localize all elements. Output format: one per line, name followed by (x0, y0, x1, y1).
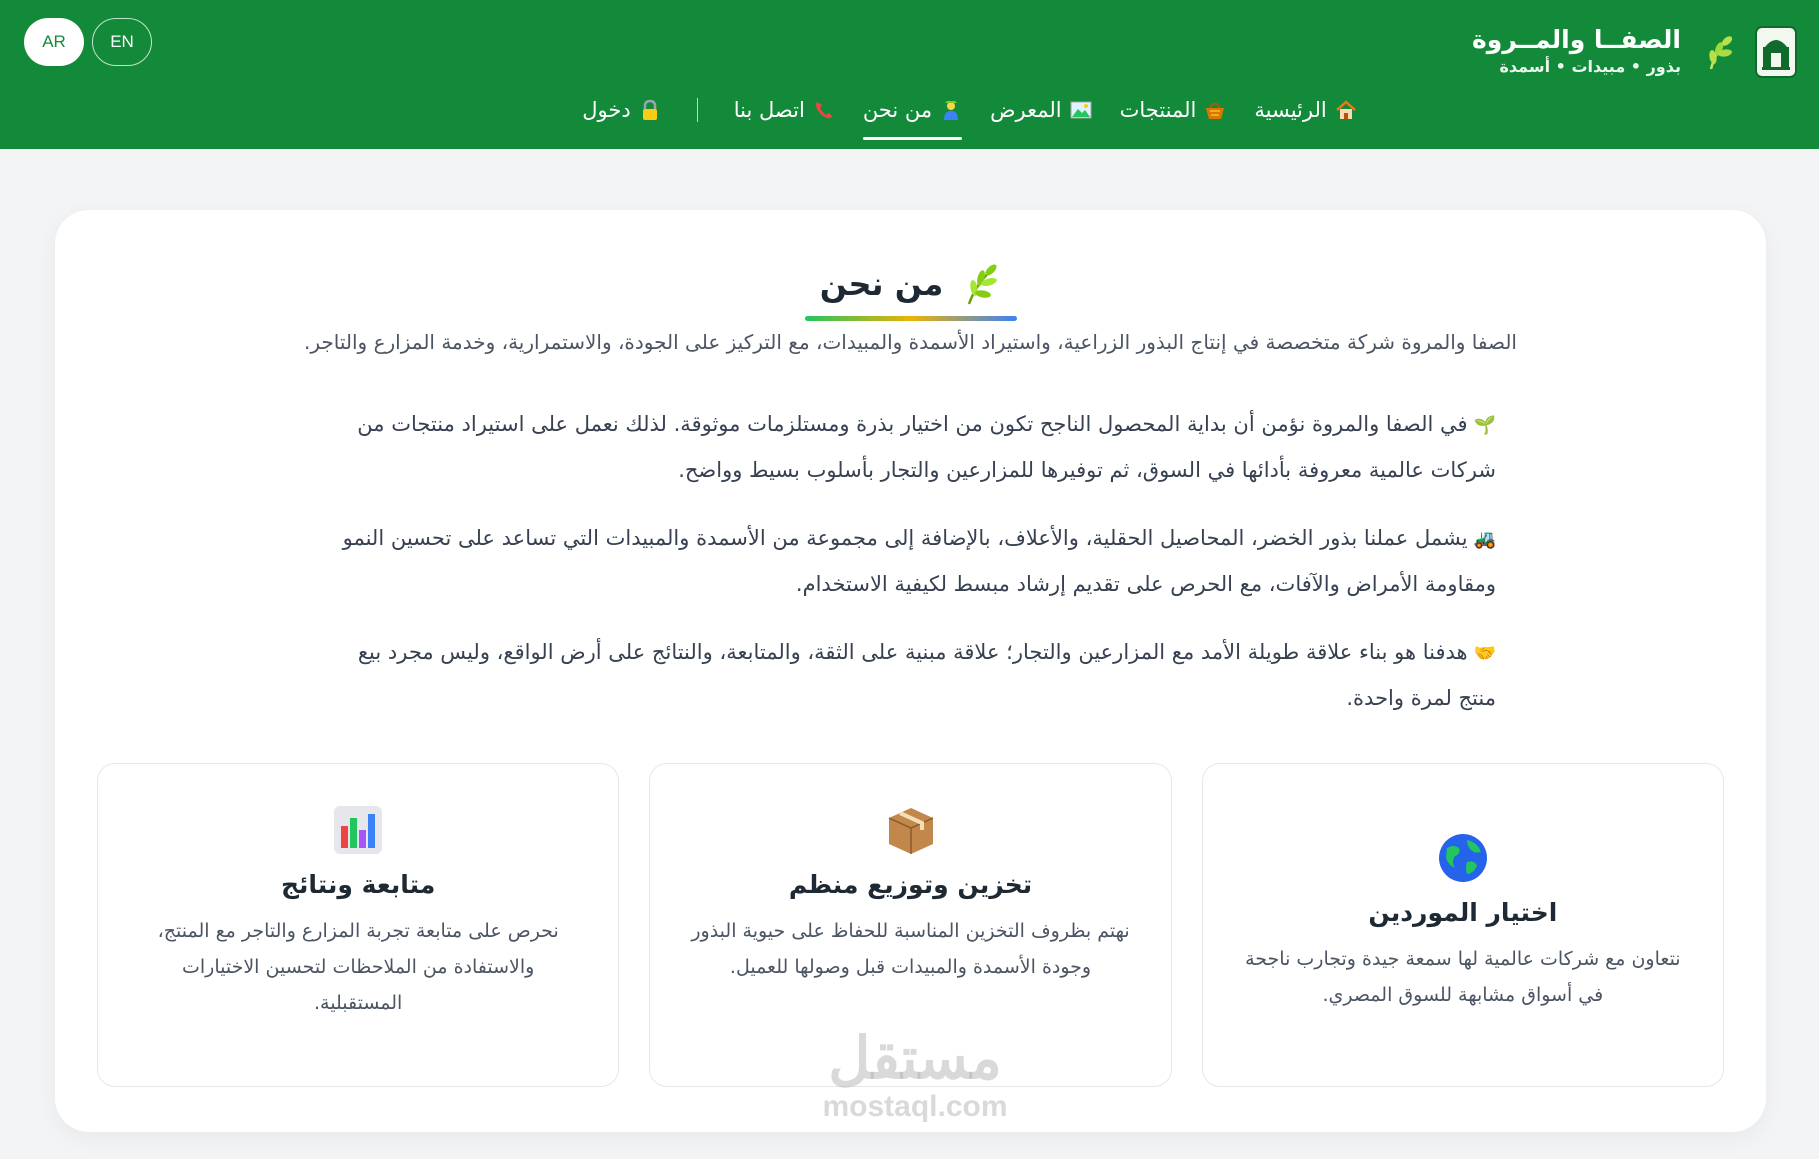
feature-title: متابعة ونتائج (281, 870, 436, 899)
farmer-icon (940, 99, 962, 121)
nav-gallery-label: المعرض (990, 98, 1062, 122)
feature-title: تخزين وتوزيع منظم (788, 870, 1033, 899)
nav-contact-label: اتصل بنا (733, 98, 805, 122)
bar-chart-icon (332, 804, 384, 856)
watermark-latin: mostaql.com (822, 1090, 1008, 1123)
about-paragraphs (336, 402, 1496, 744)
feature-card-suppliers (1202, 763, 1724, 1087)
title-underline (805, 316, 1017, 321)
nav-login[interactable] (582, 90, 660, 130)
paragraph-text: يشمل عملنا بذور الخضر، المحاصيل الحقلية، والأعلاف، بالإضافة إلى مجموعة من الأسمدة والمبيدات التي تساعد على تحسين النمو ومقاومة الأمراض والآفات، مع الحرص على تقديم إرشاد مبسط لكيفية الاستخدام. (342, 526, 1496, 596)
brand[interactable] (1472, 12, 1797, 92)
nav-gallery[interactable] (990, 90, 1091, 130)
feature-text: نتعاون مع شركات عالمية لها سمعة جيدة وتجارب ناجحة في أسواق مشابهة للسوق المصري. (1245, 948, 1681, 1006)
basket-icon (1204, 99, 1226, 121)
about-card (55, 210, 1766, 1132)
nav-contact[interactable] (734, 90, 835, 130)
feature-card-followup (97, 763, 619, 1087)
watermark-arabic: مستقل (828, 1026, 1002, 1091)
site-header (0, 0, 1819, 149)
page-title: من نحن (819, 265, 944, 303)
logo-icon (1755, 26, 1797, 78)
picture-icon (1070, 99, 1092, 121)
nav-about-label: من نحن (862, 98, 933, 122)
nav-login-label: دخول (582, 98, 631, 122)
nav-home-label: الرئيسية (1254, 98, 1327, 122)
nav-products-label: المنتجات (1119, 98, 1197, 122)
paragraph-text: هدفنا هو بناء علاقة طويلة الأمد مع المزارعين والتجار؛ علاقة مبنية على الثقة، والمتابعة، والنتائج على أرض الواقع، وليس مجرد بيع منتج لمرة واحدة. (357, 640, 1496, 710)
tractor-icon: 🚜 (1473, 529, 1496, 550)
about-heading (55, 262, 1766, 321)
nav-divider (697, 98, 698, 122)
globe-icon (1437, 832, 1489, 884)
lang-en-button[interactable]: EN (92, 18, 152, 66)
feature-text: نحرص على متابعة تجربة المزارع والتاجر مع المنتج، والاستفادة من الملاحظات لتحسين الاختيارات المستقبلية. (157, 920, 559, 1014)
about-intro: الصفا والمروة شركة متخصصة في إنتاج البذور الزراعية، واستيراد الأسمدة والمبيدات، مع التركيز على الجودة، والاستمرارية، وخدمة المزارع والتاجر. (304, 330, 1517, 354)
about-paragraph (336, 516, 1496, 606)
nav-products[interactable] (1120, 90, 1227, 130)
phone-icon (813, 99, 835, 121)
paragraph-text: في الصفا والمروة نؤمن أن بداية المحصول الناجح تكون من اختيار بذرة ومستلزمات موثوقة. لذلك نعمل على استيراد منتجات من شركات عالمية معروفة بأدائها في السوق، ثم توفيرها للمزارعين والتجار بأسلوب بسيط وواضح. (357, 412, 1496, 482)
language-switcher (24, 18, 152, 66)
lang-ar-button[interactable]: AR (24, 18, 84, 66)
main-nav (0, 90, 1819, 142)
house-icon (1335, 99, 1357, 121)
about-paragraph (336, 402, 1496, 492)
handshake-icon: 🤝 (1473, 643, 1496, 664)
sprout-icon (1697, 31, 1739, 73)
lock-icon (639, 99, 661, 121)
brand-tagline: بذور • مبيدات • أسمدة (1499, 57, 1681, 76)
seedling-icon: 🌱 (1473, 415, 1496, 436)
herb-icon (961, 262, 1001, 306)
nav-about[interactable] (863, 90, 962, 130)
brand-name: الصفــا والمــروة (1472, 25, 1681, 54)
feature-text: نهتم بظروف التخزين المناسبة للحفاظ على حيوية البذور وجودة الأسمدة والمبيدات قبل وصولها للعميل. (691, 920, 1130, 978)
package-icon (885, 804, 937, 856)
nav-home[interactable] (1254, 90, 1356, 130)
about-paragraph (336, 630, 1496, 720)
feature-title: اختيار الموردين (1368, 898, 1558, 927)
watermark (795, 1028, 1035, 1124)
